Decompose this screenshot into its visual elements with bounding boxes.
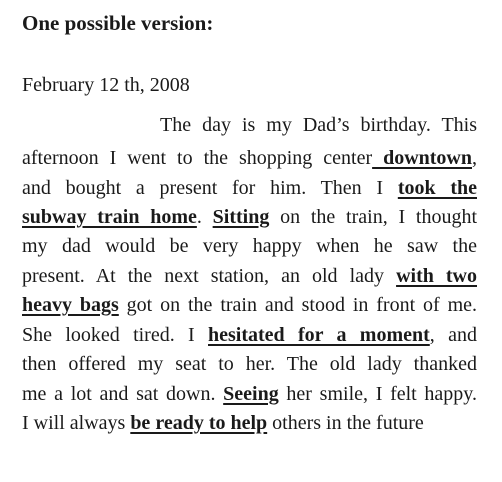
highlighted-phrase: subway train home bbox=[22, 206, 197, 228]
plain-text: She looked tired. I bbox=[22, 324, 209, 346]
highlighted-phrase: heavy bags bbox=[22, 294, 119, 316]
highlighted-phrase: downtown bbox=[372, 147, 472, 169]
text-line-11 bbox=[22, 410, 477, 436]
plain-text: afternoon I went to the shopping center bbox=[22, 147, 373, 169]
text-line-9 bbox=[22, 351, 477, 377]
plain-text: , bbox=[472, 147, 477, 169]
plain-text: The day is my Dad’s birthday. This bbox=[160, 114, 477, 136]
plain-text: my dad would be very happy when he saw the bbox=[22, 235, 477, 257]
plain-text: on the train, I thought bbox=[269, 206, 477, 228]
plain-text: then offered my seat to her. The old lady thanked bbox=[22, 353, 477, 375]
highlighted-phrase: Seeing bbox=[223, 383, 279, 405]
text-line-7 bbox=[22, 292, 477, 318]
text-line-2 bbox=[22, 145, 477, 171]
plain-text: . bbox=[196, 206, 213, 228]
highlighted-phrase: be ready to help bbox=[130, 412, 268, 434]
plain-text: present. At the next station, an old lady bbox=[22, 265, 397, 287]
plain-text: and bought a present for him. Then I bbox=[22, 177, 398, 199]
text-line-8 bbox=[22, 322, 477, 348]
plain-text: I will always bbox=[22, 412, 131, 434]
text-line-6 bbox=[22, 263, 477, 289]
plain-text: me a lot and sat down. bbox=[22, 383, 224, 405]
date-line: February 12 th, 2008 bbox=[22, 74, 190, 96]
plain-text: others in the future bbox=[267, 412, 424, 434]
text-line-3 bbox=[22, 175, 477, 201]
plain-text: got on the train and stood in front of me. bbox=[118, 294, 478, 316]
plain-text: , and bbox=[429, 324, 477, 346]
plain-text: her smile, I felt happy. bbox=[278, 383, 477, 405]
highlighted-phrase: Sitting bbox=[212, 206, 270, 228]
text-line-1 bbox=[160, 112, 477, 138]
text-line-4 bbox=[22, 204, 477, 230]
highlighted-phrase: with two bbox=[396, 265, 477, 287]
highlighted-phrase: took the bbox=[397, 177, 477, 199]
text-line-5 bbox=[22, 233, 477, 259]
text-line-10 bbox=[22, 381, 477, 407]
highlighted-phrase: hesitated for a moment bbox=[208, 324, 430, 346]
heading: One possible version: bbox=[22, 11, 214, 35]
